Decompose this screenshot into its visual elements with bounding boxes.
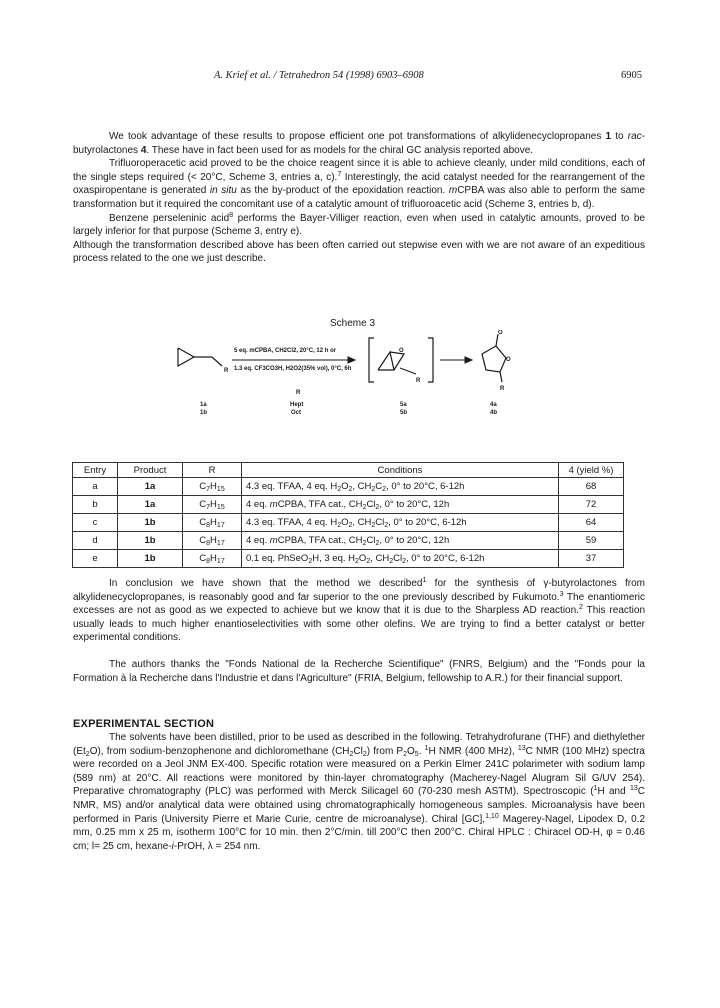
cell-conditions: 0.1 eq. PhSeO$_2$H, 3 eq. $H_2O_2$, $CH_2Cl_2$, 0° to 20°C, 6-12h — [242, 550, 559, 568]
table-row — [73, 550, 624, 568]
table-header-row — [73, 463, 624, 478]
paragraph-perseleninic: Benzene perseleninic acid$^8$ performs the Bayer-Villiger reaction, even when used in catalytic amounts, proved to be largely inferior for that purpose (Scheme 3, entry e). — [73, 211, 645, 238]
compound-5b-label: 5b — [400, 410, 408, 416]
ring-oxygen-label: O — [506, 357, 511, 363]
cell-r: $C_7H_{15}$ — [183, 496, 242, 514]
cell-yield: 37 — [559, 550, 624, 568]
cell-entry: e — [73, 550, 118, 568]
reaction-arrow-2 — [440, 357, 472, 363]
oxaspiropentane-structure — [369, 338, 433, 382]
conclusion-part-c: The enantiomeric excesses are not as good as we expected to achieve but we know that it is due to the Sharpless AD reaction. — [73, 591, 645, 617]
cell-product: 1a — [118, 478, 183, 496]
conclusion-part-b: for the synthesis of γ-butyrolactones from alkylidenecyclopropanes, is reasonably good and far superior to the one previously described by Fukumoto. — [73, 578, 645, 603]
paragraph-experimental: The solvents have been distilled, prior to be used as described in the following. Tetrahydrofurane (THF) and diethylether $(Et_2O)$, from sodium-benzophenone and dichloromethane $(CH_2Cl_2)$ from $P_2O_5$. $^1$H NMR (400 MHz), $^{13}$C NMR (100 MHz) spectra were recorded on a Jeol JNM EX-400. Specific rotation were measured on a Perkin Elmer 241C polarimeter with sodium lamp (589 nm) at 20°C. All reactions were monitored by thin-layer chromatography (Macherey-Nagel Alugram Sil G/UV 254). Preparative chromatography (PLC) was performed with Merck Silicagel 60 (70-230 mesh ASTM). Spectroscopic ($^1$H and $^{13}$C NMR, MS) and/or analytical data were obtained using chromatographically homogeneous samples. Microanalysis have been performed in Paris (University Pierre et Marie Curie, centre de microanalyse). Chiral [GC],$^{1,10}$ Magerey-Nagel, Lipodex D, 0.2 mm, 0.25 mm x 25 m, isotherm 100°C for 10 min. then 2°C/min. till 200°C then 200°C. Chiral HPLC : Chiracel OD-H, φ = 0.46 cm; l= 25 cm, hexane-i-PrOH, λ = 254 nm. — [73, 732, 646, 852]
paragraph-stepwise: Although the transformation described above has been often carried out stepwise even with we are not aware of an expeditious process related to the one we just describe. — [73, 239, 645, 265]
conclusion-part-a: In conclusion we have shown that the method we described — [109, 578, 423, 589]
cell-r: $C_8H_{17}$ — [183, 514, 242, 532]
cell-r: $C_8H_{17}$ — [183, 550, 242, 568]
r-value-oct: Oct — [291, 410, 302, 416]
arrow-conditions-line1: 5 eq. mCPBA, CH2Cl2, 20°C, 12 h or — [234, 348, 337, 354]
conclusion-part-d: This reaction usually leads to much higher enantioselectivities with some other olefins. We are trying to find a better catalyst or better experimental conditions. — [73, 605, 646, 644]
cell-conditions: 4.3 eq. TFAA, 4 eq. $H_2O_2$, $CH_2C_2$, 0° to 20°C, 6-12h — [242, 478, 559, 496]
cell-entry: d — [73, 532, 118, 550]
experimental-heading: EXPERIMENTAL SECTION — [73, 718, 215, 730]
cell-entry: b — [73, 496, 118, 514]
cell-entry: c — [73, 514, 118, 532]
epoxide-oxygen-label: O — [399, 348, 404, 354]
cell-yield: 59 — [559, 532, 624, 550]
cell-conditions: 4 eq. mCPBA, TFA cat., $CH_2Cl_2$, 0° to 20°C, 12h — [242, 532, 559, 550]
paragraph-conclusion — [73, 577, 645, 645]
cell-product: 1b — [118, 514, 183, 532]
arrow-conditions-line2: 1.3 eq. CF3CO3H, H2O2(35% vol), 0°C, 6h — [234, 366, 352, 372]
cell-product: 1a — [118, 496, 183, 514]
running-title: A. Krief et al. / Tetrahedron 54 (1998) 6903–6908 — [214, 70, 424, 81]
r-label-intermediate: R — [416, 378, 421, 384]
cell-product: 1b — [118, 550, 183, 568]
r-column-header: R — [296, 390, 301, 396]
cell-yield: 64 — [559, 514, 624, 532]
compound-5a-label: 5a — [400, 402, 407, 408]
cell-conditions: 4 eq. mCPBA, TFA cat., $CH_2Cl_2$, 0° to 20°C, 12h — [242, 496, 559, 514]
butyrolactone-structure — [482, 334, 506, 382]
r-label-product: R — [500, 386, 505, 392]
cell-r: $C_7H_{15}$ — [183, 478, 242, 496]
paragraph-one-pot: We took advantage of these results to propose efficient one pot transformations of alkylidenecyclopropanes 1 to rac-butyrolactones 4. These have in fact been used for as models for the chiral GC analysis reported above. — [73, 131, 645, 156]
cell-product: 1b — [118, 532, 183, 550]
cell-entry: a — [73, 478, 118, 496]
results-text — [73, 130, 645, 266]
cell-r: $C_8H_{17}$ — [183, 532, 242, 550]
carbonyl-oxygen-label: O — [498, 330, 503, 336]
header-product: Product — [118, 463, 183, 478]
reaction-arrow — [232, 357, 355, 363]
table-row — [73, 496, 624, 514]
conclusion-text — [73, 577, 645, 645]
header-r: R — [183, 463, 242, 478]
page-number: 6905 — [621, 70, 642, 81]
compound-1a-label: 1a — [200, 402, 207, 408]
table-row — [73, 514, 624, 532]
conditions-table — [72, 462, 624, 568]
reaction-scheme — [160, 330, 580, 450]
reference-2: 2 — [578, 604, 583, 612]
table-row — [73, 532, 624, 550]
header-entry: Entry — [73, 463, 118, 478]
r-value-hept: Hept — [290, 402, 304, 408]
reference-1: 1 — [422, 577, 427, 584]
table-row — [73, 478, 624, 496]
compound-1b-label: 1b — [200, 410, 208, 416]
experimental-text — [73, 731, 645, 853]
compound-4a-label: 4a — [490, 402, 497, 408]
compound-4b-label: 4b — [490, 410, 498, 416]
paragraph-tfpaa: Trifluoroperacetic acid proved to be the choice reagent since it is able to achieve cleanly, under mild conditions, each of the single steps required (< 20°C, Scheme 3, entries a, c).$^7$ Interestingly, the acid catalyst needed for the rearrangement of the oxaspiropentane is generated in situ as the by-product of the epoxidation reaction. mCPBA was also able to perform the same transformation but it required the concomitant use of a catalytic amount of trifluoroacetic acid (Scheme 3, entries b, d). — [73, 158, 646, 210]
alkylidenecyclopropane-structure — [178, 348, 222, 366]
r-label-start: R — [224, 368, 229, 374]
acknowledgement-text — [73, 658, 645, 685]
cell-conditions: 4.3 eq. TFAA, 4 eq. $H_2O_2$, $CH_2Cl_2$, 0° to 20°C, 6-12h — [242, 514, 559, 532]
reference-3: 3 — [559, 590, 564, 598]
page-header — [0, 70, 720, 86]
cell-yield: 68 — [559, 478, 624, 496]
paragraph-acknowledgement: The authors thanks the "Fonds National de la Recherche Scientifique" (FNRS, Belgium) and the "Fonds pour la Formation à la Recherche dans l'Industrie et dans l'Agriculture" (FRIA, Belgium, fellowship to A.R.) for their financial support. — [73, 659, 645, 684]
header-yield: 4 (yield %) — [559, 463, 624, 478]
scheme-title: Scheme 3 — [330, 318, 376, 329]
cell-yield: 72 — [559, 496, 624, 514]
header-conditions: Conditions — [242, 463, 559, 478]
